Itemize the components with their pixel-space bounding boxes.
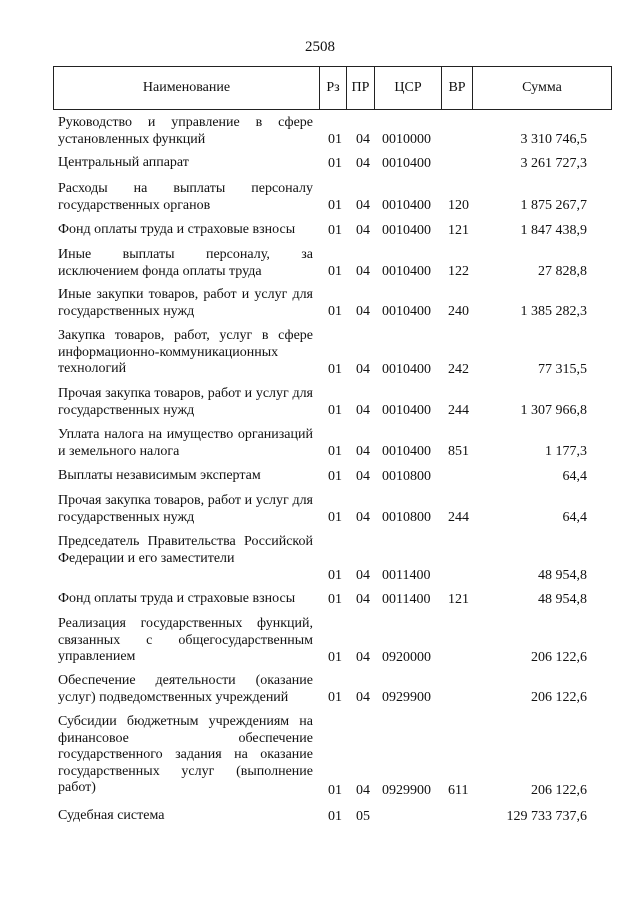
- row-pr: 04: [356, 443, 370, 459]
- row-rz: 01: [328, 509, 342, 525]
- row-sum: 77 315,5: [538, 361, 587, 377]
- row-csr: 0010800: [382, 468, 431, 484]
- table-row: [0, 427, 640, 460]
- row-vr: 120: [448, 197, 469, 213]
- row-pr: 04: [356, 649, 370, 665]
- row-pr: 04: [356, 131, 370, 147]
- table-row: [0, 468, 640, 485]
- row-sum: 48 954,8: [538, 591, 587, 607]
- header-sum: Сумма: [522, 80, 562, 95]
- row-csr: 0010400: [382, 303, 431, 319]
- row-vr: 611: [448, 782, 469, 798]
- table-row: [0, 493, 640, 526]
- row-rz: 01: [328, 689, 342, 705]
- row-rz: 01: [328, 591, 342, 607]
- page-number: 2508: [305, 39, 335, 55]
- header-csr: ЦСР: [375, 67, 442, 109]
- table-row: [0, 328, 640, 378]
- row-csr: 0010000: [382, 131, 431, 147]
- row-pr: 04: [356, 782, 370, 798]
- row-name: Председатель Правительства Российской Федерации и его заместители: [58, 534, 313, 566]
- row-vr: 240: [448, 303, 469, 319]
- row-csr: 0920000: [382, 649, 431, 665]
- header-vr: ВР: [442, 67, 473, 109]
- row-pr: 04: [356, 567, 370, 583]
- row-name: Субсидии бюджетным учреждениям на финансовое обеспечение государственного задания на оказание государственных услуг (выполнение работ): [58, 714, 313, 795]
- table-row: [0, 714, 640, 799]
- row-csr: 0011400: [382, 591, 431, 607]
- row-pr: 04: [356, 591, 370, 607]
- row-rz: 01: [328, 443, 342, 459]
- row-pr: 04: [356, 689, 370, 705]
- row-csr: 0010400: [382, 443, 431, 459]
- row-pr: 04: [356, 155, 370, 171]
- row-sum: 206 122,6: [531, 782, 587, 798]
- row-name: Закупка товаров, работ, услуг в сфере информационно-коммуникационных технологий: [58, 328, 313, 376]
- row-csr: 0929900: [382, 782, 431, 798]
- row-sum: 48 954,8: [538, 567, 587, 583]
- table-row: [0, 616, 640, 666]
- row-pr: 04: [356, 361, 370, 377]
- row-pr: 04: [356, 222, 370, 238]
- row-rz: 01: [328, 402, 342, 418]
- row-rz: 01: [328, 222, 342, 238]
- row-name: Центральный аппарат: [58, 155, 189, 170]
- row-pr: 04: [356, 197, 370, 213]
- row-name: Фонд оплаты труда и страховые взносы: [58, 591, 296, 606]
- row-sum: 3 310 746,5: [520, 131, 587, 147]
- row-name: Выплаты независимым экспертам: [58, 468, 261, 483]
- row-name: Обеспечение деятельности (оказание услуг) подведомственных учреждений: [58, 673, 313, 705]
- row-rz: 01: [328, 155, 342, 171]
- row-sum: 1 875 267,7: [520, 197, 587, 213]
- row-sum: 64,4: [562, 468, 587, 484]
- row-vr: 122: [448, 263, 469, 279]
- row-sum: 27 828,8: [538, 263, 587, 279]
- row-sum: 206 122,6: [531, 689, 587, 705]
- row-vr: 244: [448, 509, 469, 525]
- row-sum: 129 733 737,6: [506, 808, 587, 824]
- row-csr: 0010400: [382, 361, 431, 377]
- row-vr: 851: [448, 443, 469, 459]
- row-rz: 01: [328, 808, 342, 824]
- table-row: [0, 181, 640, 214]
- row-sum: 1 177,3: [545, 443, 587, 459]
- row-vr: 244: [448, 402, 469, 418]
- row-name: Фонд оплаты труда и страховые взносы: [58, 222, 296, 237]
- row-sum: 1 847 438,9: [520, 222, 587, 238]
- table-row: [0, 115, 640, 148]
- row-name: Иные закупки товаров, работ и услуг для государственных нужд: [58, 287, 313, 319]
- row-sum: 3 261 727,3: [520, 155, 587, 171]
- row-pr: 04: [356, 303, 370, 319]
- row-rz: 01: [328, 361, 342, 377]
- header-pr: ПР: [347, 67, 375, 109]
- row-csr: 0011400: [382, 567, 431, 583]
- row-name: Иные выплаты персоналу, за исключением фонда оплаты труда: [58, 247, 313, 279]
- table-row: [0, 386, 640, 419]
- table-row: [0, 808, 640, 825]
- row-rz: 01: [328, 567, 342, 583]
- row-csr: 0010400: [382, 222, 431, 238]
- row-name: Прочая закупка товаров, работ и услуг для государственных нужд: [58, 386, 313, 418]
- row-csr: 0010400: [382, 402, 431, 418]
- table-row: [0, 591, 640, 608]
- row-csr: 0010400: [382, 197, 431, 213]
- table-header: [53, 66, 612, 110]
- row-sum: 1 307 966,8: [520, 402, 587, 418]
- table-row: [0, 222, 640, 239]
- row-rz: 01: [328, 649, 342, 665]
- row-name: Расходы на выплаты персоналу государственных органов: [58, 181, 313, 213]
- table-row: [0, 247, 640, 280]
- row-name: Судебная система: [58, 808, 165, 823]
- table-row: [0, 155, 640, 172]
- row-name: Реализация государственных функций, связанных с общегосударственным управлением: [58, 616, 313, 664]
- row-pr: 05: [356, 808, 370, 824]
- row-rz: 01: [328, 263, 342, 279]
- row-sum: 1 385 282,3: [520, 303, 587, 319]
- row-csr: 0010400: [382, 155, 431, 171]
- row-sum: 206 122,6: [531, 649, 587, 665]
- table-row: [0, 287, 640, 320]
- header-rz: Рз: [320, 67, 347, 109]
- row-pr: 04: [356, 402, 370, 418]
- row-sum: 64,4: [562, 509, 587, 525]
- row-csr: 0929900: [382, 689, 431, 705]
- row-pr: 04: [356, 263, 370, 279]
- row-rz: 01: [328, 782, 342, 798]
- row-rz: 01: [328, 303, 342, 319]
- row-name: Уплата налога на имущество организаций и земельного налога: [58, 427, 313, 459]
- row-rz: 01: [328, 131, 342, 147]
- row-rz: 01: [328, 197, 342, 213]
- row-vr: 242: [448, 361, 469, 377]
- row-name: Руководство и управление в сфере установленных функций: [58, 115, 313, 147]
- table-row: [0, 673, 640, 706]
- row-csr: 0010800: [382, 509, 431, 525]
- row-name: Прочая закупка товаров, работ и услуг для государственных нужд: [58, 493, 313, 525]
- row-pr: 04: [356, 468, 370, 484]
- header-name: Наименование: [54, 67, 320, 109]
- row-pr: 04: [356, 509, 370, 525]
- row-vr: 121: [448, 591, 469, 607]
- table-row: [0, 534, 640, 584]
- row-rz: 01: [328, 468, 342, 484]
- row-csr: 0010400: [382, 263, 431, 279]
- row-vr: 121: [448, 222, 469, 238]
